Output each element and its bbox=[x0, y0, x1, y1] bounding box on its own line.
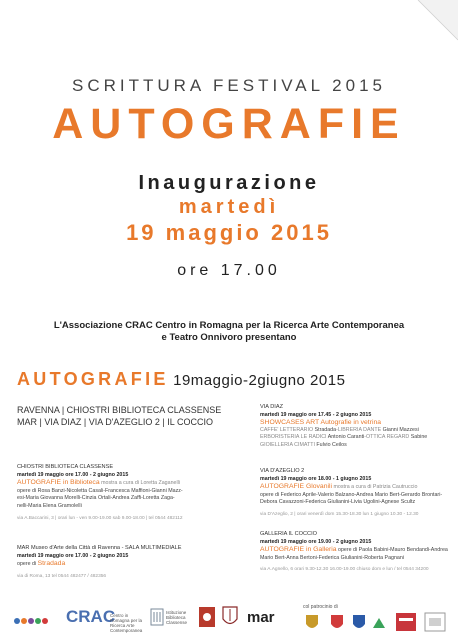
artist-name: Antonio Caranti bbox=[327, 434, 365, 441]
event-title: Stradada bbox=[37, 560, 66, 568]
svg-text:mar: mar bbox=[247, 609, 275, 626]
event-via-dazeglio bbox=[260, 468, 450, 519]
city-crest-icon bbox=[352, 614, 366, 632]
event-curator: mostra a cura di Patrizia Cautruccio bbox=[332, 484, 418, 491]
crac-logo-caption: Centro in Romagna per la Ricerca Arte Contemporanea bbox=[110, 613, 143, 633]
coat-of-arms-icon bbox=[222, 606, 238, 628]
venues-line-1: RAVENNA | CHIOSTRI BIBLIOTECA CLASSENSE bbox=[17, 405, 222, 415]
event-venue: MAR Museo d'Arte della Città di Ravenna - SALA MULTIMEDIALE bbox=[17, 545, 182, 551]
library-logo-icon bbox=[150, 608, 164, 626]
event-title: SHOWCASES ART Autografie in vetrina bbox=[260, 419, 382, 427]
venues-list bbox=[17, 404, 221, 428]
event-il-coccio bbox=[260, 531, 450, 574]
artist-name: Gianni Mazzesi bbox=[382, 426, 419, 433]
sponsor-logo-icon bbox=[424, 612, 446, 632]
svg-text:CRAC: CRAC bbox=[66, 607, 116, 626]
event-info: via di Roma, 13 tel 0544 482477 / 482356 bbox=[17, 573, 107, 579]
shop-name: GIOIELLERIA CIMATTI bbox=[260, 441, 317, 448]
poster-title: AUTOGRAFIE bbox=[52, 100, 406, 148]
inauguration-day: martedì bbox=[178, 196, 280, 218]
shop-name: CAFFE' LETTERARIO bbox=[260, 426, 315, 433]
province-crest-icon bbox=[330, 614, 344, 632]
event-artists: opere di Rosa Banzi-Nicoletta Casali-Francesca Maffioni-Gianni Mazz- bbox=[17, 487, 183, 494]
event-artists-2: esi-Maria Giovanna Morelli-Cinzia Ortali-Andrea Zaffi-Loretta Zaga- bbox=[17, 495, 175, 502]
event-artists-2: Debora Cavazzoni-Federica Giulianini-Livia Ugolini-Agnese Scultz bbox=[260, 499, 416, 506]
event-artists-label: opere di bbox=[17, 561, 37, 568]
event-artists-3: nelli-Maria Elena Gramolelli bbox=[17, 502, 82, 509]
event-artists: opere di Federico Aprile-Valerio Balzano-Andrea Mario Bert-Gerardo Brontari- bbox=[260, 491, 443, 498]
event-artists-2: Mario Bert-Anna Bertoni-Federica Giulianini-Roberta Pagnani bbox=[260, 554, 404, 561]
shop-name: ERBORISTERIA LE RADICI bbox=[260, 434, 328, 441]
event-dates: martedì 19 maggio ore 17.45 - 2 giugno 2015 bbox=[260, 411, 372, 418]
event-dates: martedì 19 maggio ore 17.00 - 2 giugno 2015 bbox=[17, 552, 129, 559]
event-venue: VIA D'AZEGLIO 2 bbox=[260, 468, 305, 474]
crac-logo bbox=[64, 600, 116, 630]
event-venue: GALLERIA IL COCCIO bbox=[260, 531, 317, 537]
banner-dates: 19maggio-2giugno 2015 bbox=[173, 372, 346, 389]
library-logo-caption: Istituzione Biblioteca Classense bbox=[166, 610, 188, 625]
event-venue: CHIOSTRI BIBLIOTECA CLASSENSE bbox=[17, 464, 114, 470]
artist-name: Sabine bbox=[410, 434, 428, 441]
event-dates: martedì 19 maggio ore 18.00 - 1 giugno 2015 bbox=[260, 475, 372, 482]
banner-title: AUTOGRAFIE bbox=[17, 369, 169, 389]
shop-name: -OTTICA REGARD bbox=[364, 434, 411, 441]
artist-name: Stradada bbox=[314, 426, 337, 433]
museum-logo-icon bbox=[198, 606, 216, 628]
corner-fold-decoration bbox=[418, 0, 458, 40]
event-via-diaz bbox=[260, 404, 450, 450]
region-crest-icon bbox=[305, 614, 319, 632]
festival-banner bbox=[17, 369, 447, 390]
ravenna-logo-icon bbox=[395, 612, 417, 632]
event-dates: martedì 19 maggio ore 17.00 - 2 giugno 2015 bbox=[17, 471, 129, 478]
event-title: AUTOGRAFIE in Biblioteca bbox=[17, 479, 100, 487]
artist-name: Fulvio Ceilos bbox=[316, 441, 347, 448]
venues-line-2: MAR | VIA DIAZ | VIA D'AZEGLIO 2 | IL COCCIO bbox=[17, 417, 213, 427]
mar-logo bbox=[246, 605, 282, 629]
event-title: AUTOGRAFIE Glovanili bbox=[260, 483, 333, 491]
emilia-romagna-logo-icon bbox=[372, 617, 386, 629]
shop-name: -LIBRERIA DANTE bbox=[336, 426, 383, 433]
event-classense bbox=[17, 464, 247, 522]
festival-name: SCRITTURA FESTIVAL 2015 bbox=[71, 76, 386, 95]
event-dates: martedì 19 maggio ore 19.00 - 2 giugno 2015 bbox=[260, 538, 372, 545]
association-statement bbox=[0, 320, 458, 344]
event-info: via A.Baccarini, 3 | orari lun - ven 9.00-19.00 sab 9.00-18.00 | tel 0544 482112 bbox=[17, 515, 183, 521]
inauguration-hour: ore 17.00 bbox=[177, 262, 281, 279]
patronage-label: col patrocinio di bbox=[303, 604, 338, 610]
event-title: AUTOGRAFIE in Galleria bbox=[260, 546, 337, 554]
event-info: via A.Agnello, 6 orari 9.30-12.30 16.00-19.00 chiuso dom e lun / tel 0544 34200 bbox=[260, 567, 429, 573]
event-mar bbox=[17, 545, 247, 580]
inauguration-label: Inaugurazione bbox=[138, 172, 320, 194]
event-info: via D'Azeglio, 2 | orari venerdì dom 15.30-18.30 lun 1 giugno 10.30 - 12.30 bbox=[260, 511, 419, 517]
event-artists: opere di Paola Babini-Mauro Bendandi-Andrea bbox=[336, 547, 448, 554]
association-line-1: L'Associazione CRAC Centro in Romagna per la Ricerca Arte Contemporanea bbox=[53, 320, 405, 331]
partner-logo-1 bbox=[10, 603, 52, 629]
association-line-2: e Teatro Onnivoro presentano bbox=[161, 332, 297, 343]
event-curator: mostra a cura di Loretta Zaganelli bbox=[99, 480, 180, 487]
inauguration-date: 19 maggio 2015 bbox=[126, 220, 332, 245]
event-venue: VIA DIAZ bbox=[260, 404, 284, 410]
